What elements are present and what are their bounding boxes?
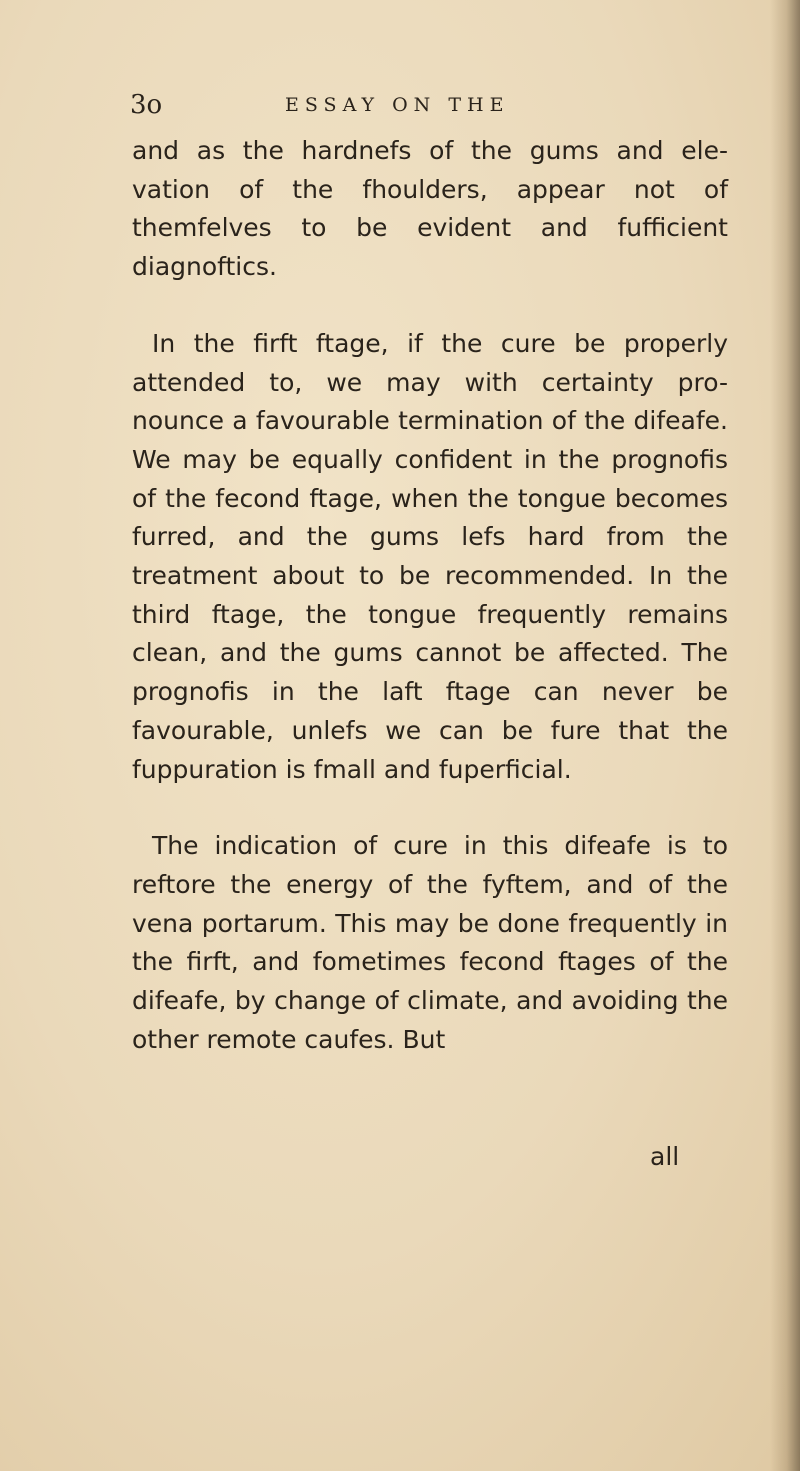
paragraph-1: and as the hardnefs of the gums and ele- vation of the fhoulders, appear not of themfelves to be evident and fufficient diagnoftics.: [132, 136, 728, 282]
page-gutter-shadow: [770, 0, 800, 1471]
paragraph-gap: [132, 287, 728, 325]
running-title: ESSAY ON THE: [285, 94, 510, 116]
running-head: [130, 90, 730, 130]
page-number: 3o: [130, 90, 163, 120]
paragraph-3: The indication of cure in this difeafe is to reftore the energy of the fyftem, and of the vena portarum. This may be done frequently in the firft, and fometimes fecond ftages of the difeafe, by change of climate, and avoiding the other remote caufes. But: [132, 831, 728, 1054]
paragraph-gap: [132, 789, 728, 827]
catchword: all: [650, 1142, 680, 1171]
body-text: [132, 132, 728, 1059]
paragraph-2: In the firft ftage, if the cure be properly attended to, we may with certainty pro- nounce a favourable termination of the difeafe. We may be equally confident in the prognofis of the fecond ftage, when the tongue becomes furred, and the gums lefs hard from the treatment about to be recommended. In the third ftage, the tongue frequently remains clean, and the gums cannot be affected. The prognofis in the laft ftage can never be favourable, unlefs we can be fure that the fuppuration is fmall and fuperficial.: [132, 328, 728, 784]
